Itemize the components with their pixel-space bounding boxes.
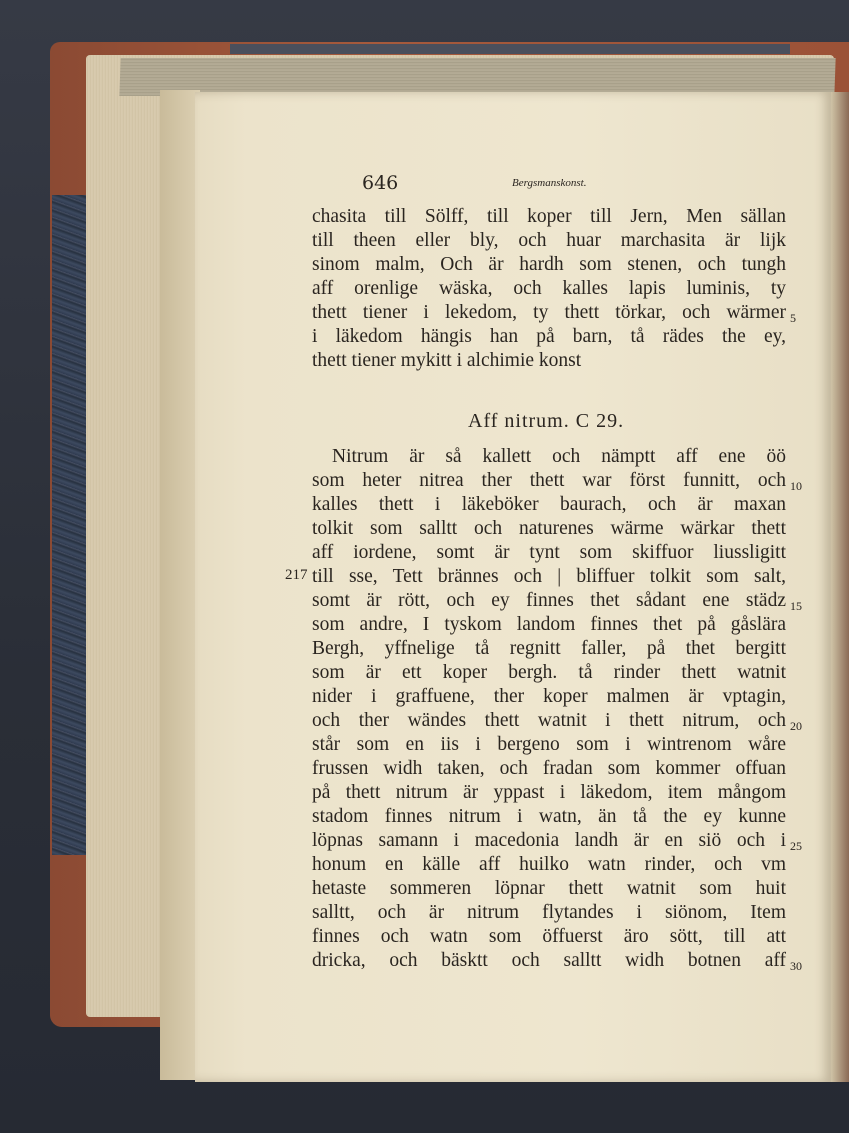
page-number: 646 (362, 172, 399, 194)
line-number: 30 (790, 959, 802, 973)
text-line: stadom finnes nitrum i watn, än tå the ey kunne (312, 806, 786, 827)
line-number: 5 (790, 311, 796, 325)
text-line: honum en källe aff huilko watn rinder, och vm (312, 854, 786, 875)
section-heading: Aff nitrum. C 29. (468, 410, 625, 432)
running-title: Bergsmanskonst. (512, 177, 587, 189)
line-number: 10 (790, 479, 802, 493)
text-line: aff orenlige wäska, och kalles lapis luminis, ty (312, 278, 786, 299)
text-line: frussen widh taken, och fradan som kommer offuan (312, 758, 786, 779)
text-line: som heter nitrea ther thett war först funnitt, och (312, 470, 786, 491)
text-line: aff iordene, somt är tynt som skiffuor liussligitt (312, 542, 786, 563)
line-number: 15 (790, 599, 802, 613)
page-right-edge (831, 92, 849, 1082)
running-head (362, 172, 662, 198)
line-number: 25 (790, 839, 802, 853)
text-line: hetaste sommeren löpnar thett watnit som huit (312, 878, 786, 899)
text-line: kalles thett i läkeböker baurach, och är maxan (312, 494, 786, 515)
text-line: salltt, och är nitrum flytandes i siönom, Item (312, 902, 786, 923)
text-line: sinom malm, Och är hardh som stenen, och tungh (312, 254, 786, 275)
margin-folio-number: 217 (285, 567, 308, 583)
text-line: thett tiener mykitt i alchimie konst (312, 350, 582, 371)
text-line: dricka, och bäsktt och salltt widh botnen aff (312, 950, 786, 971)
text-line: nider i graffuene, ther koper malmen är vptagin, (312, 686, 786, 707)
text-line: tolkit som salltt och naturenes wärme wärkar thett (312, 518, 786, 539)
text-line: Bergh, yffnelige tå regnitt faller, på thet bergitt (312, 638, 786, 659)
cover-top-band (230, 44, 790, 54)
text-line: chasita till Sölff, till koper till Jern, Men sällan (312, 206, 786, 227)
text-line: finnes och watn som öffuerst äro sött, till att (312, 926, 786, 947)
page-block-top (119, 58, 835, 96)
text-line: Nitrum är så kallett och nämptt aff ene öö (332, 446, 786, 467)
text-line: som andre, I tyskom landom finnes thet på gåslära (312, 614, 786, 635)
text-line: som är ett koper bergh. tå rinder thett watnit (312, 662, 786, 683)
text-line: står som en iis i bergeno som i wintrenom wåre (312, 734, 786, 755)
text-line: till theen eller bly, och huar marchasita är lijk (312, 230, 786, 251)
marbled-spine (52, 195, 90, 855)
page-gutter (160, 90, 200, 1080)
text-line: somt är rött, och ey finnes thet sådant ene städz (312, 590, 786, 611)
text-line: löpnas samann i macedonia landh är en siö och i (312, 830, 786, 851)
text-line: thett tiener i lekedom, ty thett törkar, och wärmer (312, 302, 786, 323)
text-line: och ther wändes thett watnit i thett nitrum, och (312, 710, 786, 731)
text-line: till sse, Tett brännes och | bliffuer tolkit som salt, (312, 566, 786, 587)
text-line: i läkedom hängis han på barn, tå rädes the ey, (312, 326, 786, 347)
line-number: 20 (790, 719, 802, 733)
text-line: på thett nitrum är yppast i läkedom, item mångom (312, 782, 786, 803)
